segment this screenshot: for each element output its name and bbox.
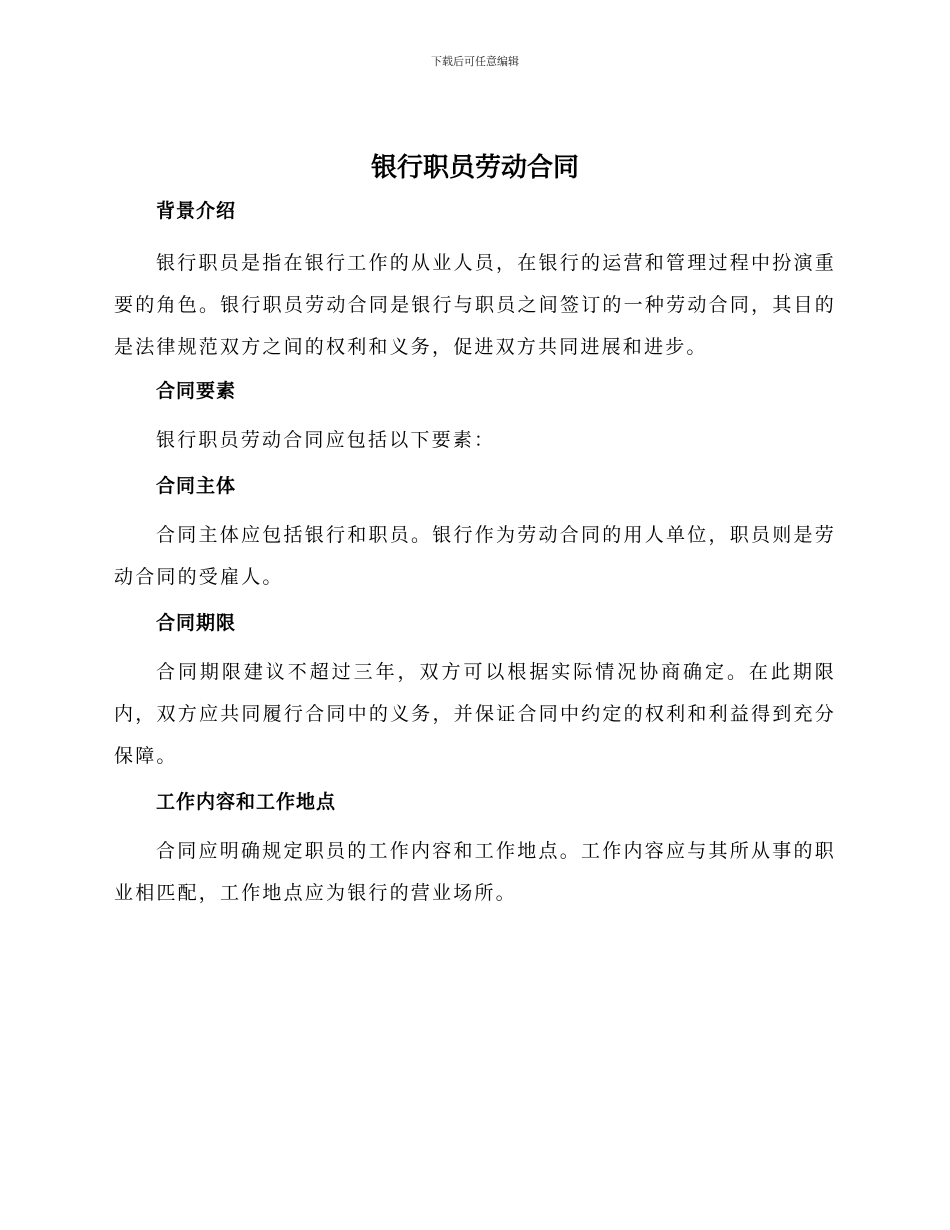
section-heading: 合同要素 bbox=[156, 380, 237, 402]
section-paragraph: 合同期限建议不超过三年，双方可以根据实际情况协商确定。在此期限内，双方应共同履行合同中的义务，并保证合同中约定的权利和利益得到充分保障。 bbox=[114, 661, 836, 767]
section-paragraph: 合同应明确规定职员的工作内容和工作地点。工作内容应与其所从事的职业相匹配，工作地点应为银行的营业场所。 bbox=[114, 840, 836, 904]
section-heading: 合同主体 bbox=[156, 475, 237, 497]
section-heading: 工作内容和工作地点 bbox=[156, 791, 337, 813]
document-title: 银行职员劳动合同 bbox=[370, 153, 579, 183]
section-paragraph: 银行职员是指在银行工作的从业人员，在银行的运营和管理过程中扮演重要的角色。银行职员劳动合同是银行与职员之间签订的一种劳动合同，其目的是法律规范双方之间的权利和义务，促进双方共同进展和进步。 bbox=[114, 252, 836, 358]
section-heading: 合同期限 bbox=[156, 612, 237, 634]
section-background bbox=[114, 196, 836, 368]
section-contract-term bbox=[114, 608, 836, 777]
section-contract-parties bbox=[114, 471, 836, 598]
section-paragraph: 银行职员劳动合同应包括以下要素： bbox=[156, 429, 496, 451]
section-contract-elements bbox=[114, 376, 836, 461]
page-header-note: 下载后可任意编辑 bbox=[431, 55, 519, 68]
section-work-content-location bbox=[114, 787, 836, 914]
document-body bbox=[114, 196, 836, 924]
section-paragraph: 合同主体应包括银行和职员。银行作为劳动合同的用人单位，职员则是劳动合同的受雇人。 bbox=[114, 524, 836, 588]
section-heading: 背景介绍 bbox=[156, 200, 237, 222]
